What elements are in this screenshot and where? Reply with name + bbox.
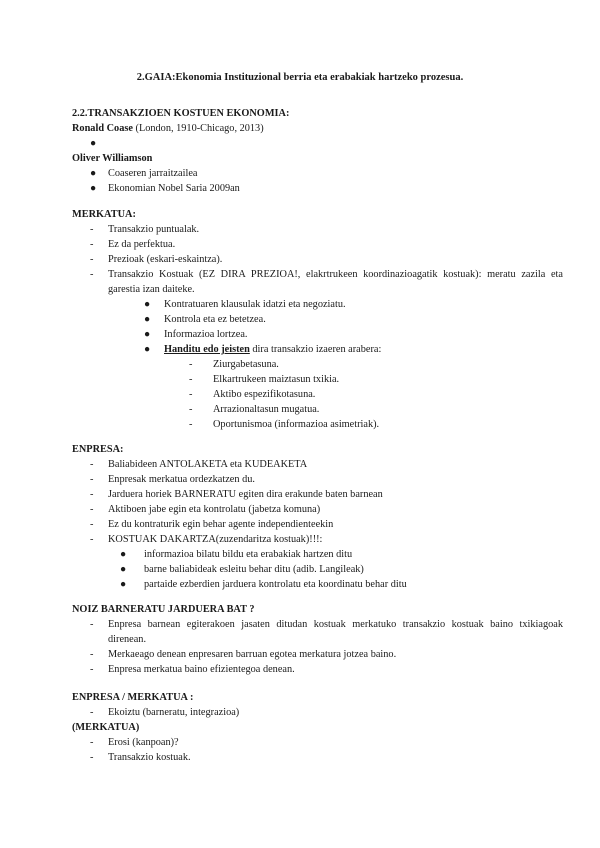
list-item: - Erosi (kanpoan)? — [90, 737, 179, 748]
bullet-icon: ● — [90, 138, 97, 149]
coase-info: (London, 1910-Chicago, 2013) — [132, 123, 264, 134]
bullet-icon: ● — [120, 564, 127, 575]
sub-sub-list-item: - Ziurgabetasuna. — [189, 359, 279, 370]
bullet-icon: ● — [90, 168, 97, 179]
section-transaction-costs — [72, 106, 289, 196]
section-merkatua — [72, 207, 563, 432]
bullet-icon: ● — [120, 549, 127, 560]
list-item: - Transakzio Kostuak (EZ DIRA PREZIOA!, elakrtrukeen koordinazioagatik kostuak): meratu zazila eta garestia izan daiteke. — [90, 269, 563, 295]
section-heading: ENPRESA: — [72, 444, 124, 455]
list-item: - Merkaeago denean enpresaren barruan egotea merkatura jotzea baino. — [90, 649, 397, 660]
list-item: ● Coaseren jarraitzailea — [90, 168, 198, 179]
section-heading: NOIZ BARNERATU JARDUERA BAT ? — [72, 604, 255, 615]
bullet-icon: ● — [120, 579, 127, 590]
section-noiz-barneratu — [72, 602, 563, 677]
list-item: - Enpresa barnean egiterakoen jasaten ditudan kostuak merkatuko transakzio kostuak baino txikiagoak direnean. — [90, 619, 563, 645]
list-item: - Transakzio kostuak. — [90, 752, 191, 763]
list-item: - Enpresa merkatua baino efizientegoa denean. — [90, 664, 295, 675]
list-item: - Aktiboen jabe egin eta kontrolatu (jabetza komuna) — [90, 504, 321, 515]
coase-name: Ronald Coase — [72, 123, 133, 134]
bullet-icon: ● — [144, 299, 151, 310]
sub-sub-list-item: - Aktibo espezifikotasuna. — [189, 389, 316, 400]
list-item: - Prezioak (eskari-eskaintza). — [90, 254, 223, 265]
emphasis-text: Handitu edo jeisten — [164, 344, 250, 355]
williamson-name: Oliver Williamson — [72, 153, 153, 164]
section-heading: ENPRESA / MERKATUA : — [72, 692, 194, 703]
sub-list-item: ● Kontrola eta ez betetzea. — [144, 314, 266, 325]
list-item: - KOSTUAK DAKARTZA(zuzendaritza kostuak)!!!: — [90, 534, 323, 545]
list-item: ● Ekonomian Nobel Saria 2009an — [90, 183, 240, 194]
sub-sub-list-item: - Arrazionaltasun mugatua. — [189, 404, 320, 415]
sub-list-item: ● partaide ezberdien jarduera kontrolatu eta koordinatu behar ditu — [120, 579, 407, 590]
bullet-icon: ● — [144, 344, 151, 355]
page-title: 2.GAIA:Ekonomia Instituzional berria eta erabakiak hartzeko prozesua. — [136, 72, 464, 83]
section-subheading: (MERKATUA) — [72, 722, 140, 733]
section-heading: 2.2.TRANSAKZIOEN KOSTUEN EKONOMIA: — [72, 108, 290, 119]
sub-list-item: ● barne baliabideak esleitu behar ditu (adib. Langileak) — [120, 564, 364, 575]
sub-list-item: ● Kontratuaren klausulak idatzi eta negoziatu. — [144, 299, 346, 310]
sub-list-item: ● Informazioa lortzea. — [144, 329, 248, 340]
list-item: - Ez da perfektua. — [90, 239, 176, 250]
sub-list-item: ● informazioa bilatu bildu eta erabakiak hartzen ditu — [120, 549, 353, 560]
list-item: - Ez du kontraturik egin behar agente independienteekin — [90, 519, 334, 530]
sub-sub-list-item: - Elkartrukeen maiztasun txikia. — [189, 374, 340, 385]
list-item: - Transakzio puntualak. — [90, 224, 200, 235]
list-item: - Ekoiztu (barneratu, integrazioa) — [90, 707, 240, 718]
coase-line — [72, 121, 289, 136]
list-item: - Baliabideen ANTOLAKETA eta KUDEAKETA — [90, 459, 308, 470]
bullet-icon: ● — [144, 314, 151, 325]
bullet-icon: ● — [90, 183, 97, 194]
list-item: - Jarduera horiek BARNERATU egiten dira erakunde baten barnean — [90, 489, 383, 500]
section-heading: MERKATUA: — [72, 209, 136, 220]
section-enpresa — [72, 442, 407, 592]
empty-bullet-item — [72, 136, 289, 151]
section-enpresa-merkatua — [72, 690, 239, 765]
bullet-icon: ● — [144, 329, 151, 340]
list-item: - Enpresak merkatua ordezkatzen du. — [90, 474, 255, 485]
sub-sub-list-item: - Oportunismoa (informazioa asimetriak). — [189, 419, 380, 430]
sub-list-item: ● Handitu edo jeisten dira transakzio izaeren arabera: — [144, 344, 382, 355]
